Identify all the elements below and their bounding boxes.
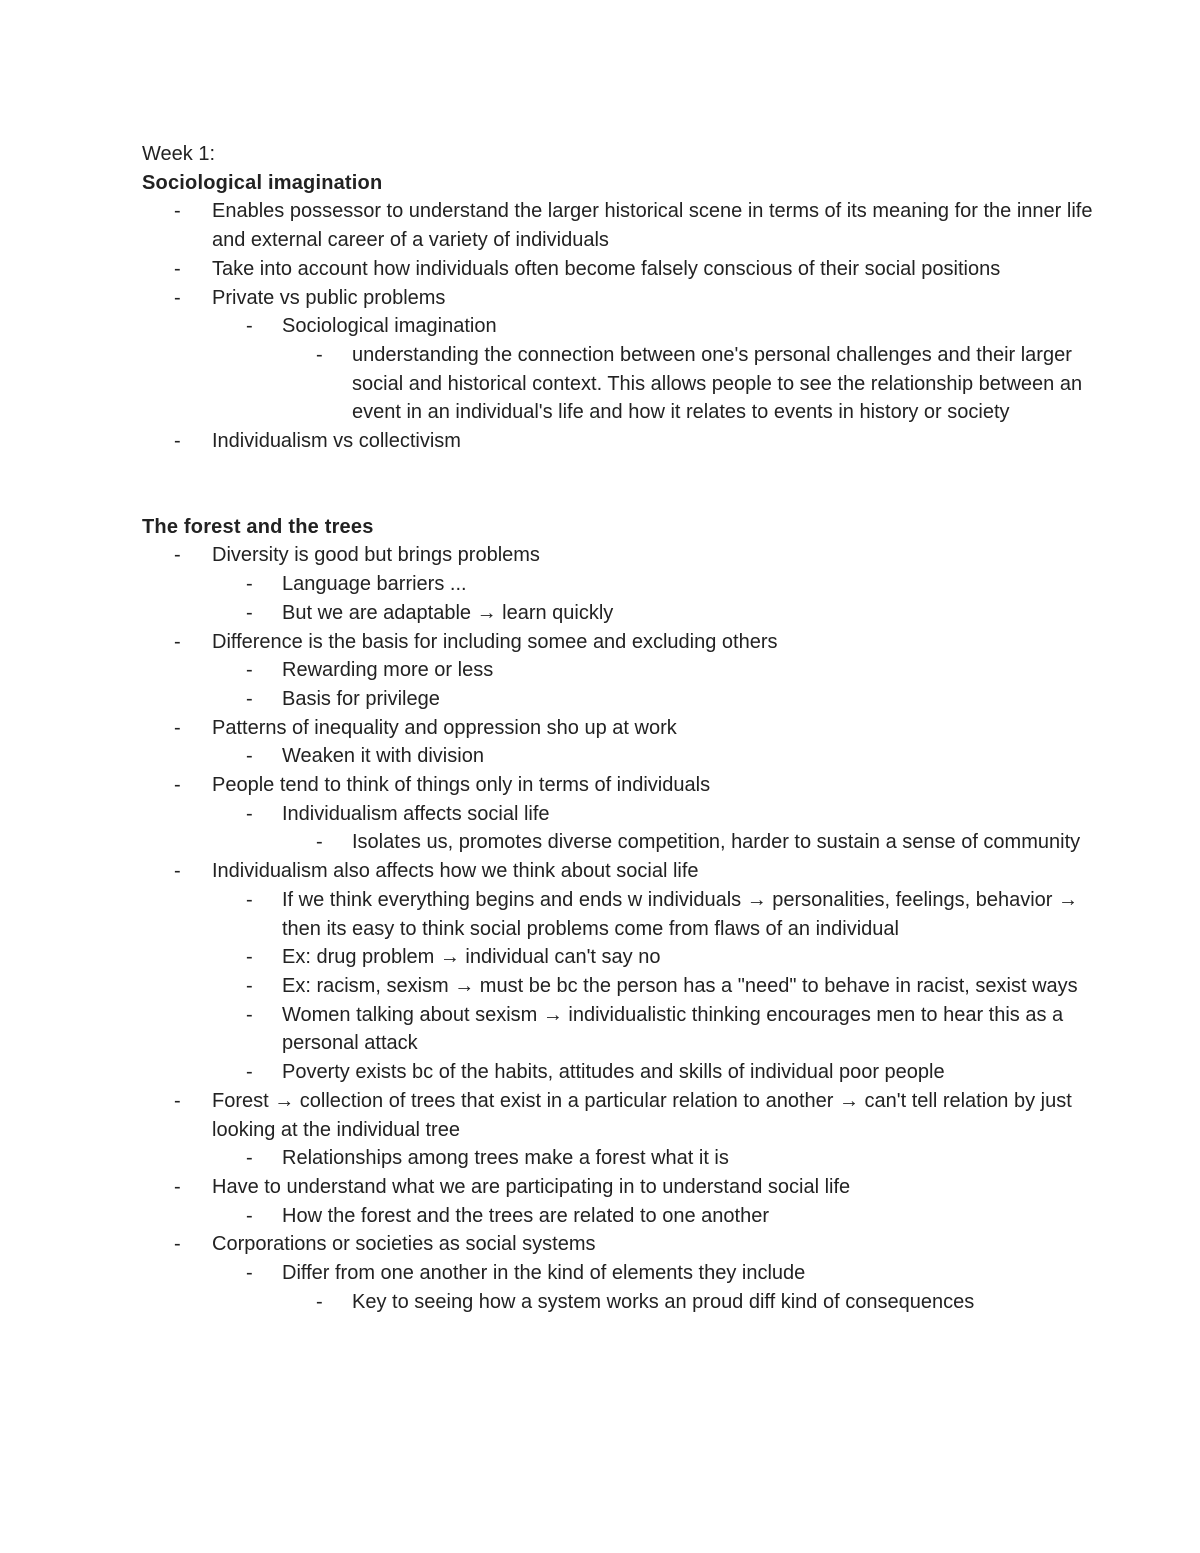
list-item-text: Poverty exists bc of the habits, attitudes and skills of individual poor people [282, 1061, 945, 1084]
bullet-list [142, 541, 1102, 1316]
list-item-text: Key to seeing how a system works an proud diff kind of consequences [352, 1290, 975, 1313]
list-item [142, 1230, 1102, 1259]
bullet-dash: - [246, 888, 253, 911]
list-item-text: Individualism affects social life [282, 802, 550, 825]
bullet-dash: - [174, 200, 181, 223]
list-item-text: Ex: racism, sexism → must be bc the person has a "need" to behave in racist, sexist ways [282, 974, 1078, 997]
list-item [142, 1001, 1102, 1058]
bullet-dash: - [246, 315, 253, 338]
list-item [142, 312, 1102, 341]
bullet-dash: - [174, 1089, 181, 1112]
list-item [142, 570, 1102, 599]
list-item-text: If we think everything begins and ends w individuals → personalities, feelings, behavior → then its easy to think social problems come from flaws of an individual [282, 888, 1078, 940]
list-item-text: But we are adaptable → learn quickly [282, 601, 614, 624]
list-item-text: Individualism also affects how we think about social life [212, 860, 699, 883]
bullet-dash: - [174, 716, 181, 739]
list-item-text: People tend to think of things only in terms of individuals [212, 774, 711, 797]
list-item [142, 541, 1102, 570]
list-item-text: understanding the connection between one's personal challenges and their larger social and historical context. This allows people to see the relationship between an event in an individual's life and how it relates to events in history or society [352, 343, 1083, 424]
list-item-text: Relationships among trees make a forest what it is [282, 1147, 729, 1170]
list-item-text: Enables possessor to understand the larger historical scene in terms of its meaning for the inner life and external career of a variety of individuals [212, 200, 1093, 252]
bullet-dash: - [246, 745, 253, 768]
list-item-text: Ex: drug problem → individual can't say no [282, 946, 661, 969]
week-label: Week 1: [142, 143, 215, 165]
list-item [142, 714, 1102, 743]
list-item [142, 656, 1102, 685]
document-body [142, 169, 1102, 1317]
list-item [142, 1173, 1102, 1202]
list-item-text: Difference is the basis for including somee and excluding others [212, 630, 778, 653]
bullet-dash: - [246, 1003, 253, 1026]
list-item [142, 972, 1102, 1001]
list-item-text: Individualism vs collectivism [212, 430, 461, 453]
bullet-dash: - [316, 831, 323, 854]
list-item-text: Forest → collection of trees that exist in a particular relation to another → can't tell relation by just looking at the individual tree [212, 1089, 1072, 1141]
bullet-dash: - [246, 601, 253, 624]
bullet-dash: - [174, 286, 181, 309]
bullet-dash: - [246, 1147, 253, 1170]
list-item-text: Diversity is good but brings problems [212, 544, 540, 567]
bullet-dash: - [174, 257, 181, 280]
bullet-dash: - [246, 1204, 253, 1227]
list-item-text: Corporations or societies as social systems [212, 1233, 596, 1256]
list-item [142, 1144, 1102, 1173]
section-heading: Sociological imagination [142, 171, 383, 194]
bullet-dash: - [246, 1262, 253, 1285]
list-item [142, 857, 1102, 886]
bullet-dash: - [246, 974, 253, 997]
list-item [142, 685, 1102, 714]
list-item [142, 742, 1102, 771]
list-item-text: Have to understand what we are participating in to understand social life [212, 1175, 851, 1198]
bullet-dash: - [316, 343, 323, 366]
list-item-text: Isolates us, promotes diverse competition, harder to sustain a sense of community [352, 831, 1081, 854]
list-item [142, 427, 1102, 456]
bullet-dash: - [174, 430, 181, 453]
bullet-dash: - [174, 1175, 181, 1198]
bullet-dash: - [246, 802, 253, 825]
list-item [142, 943, 1102, 972]
list-item-text: Language barriers ... [282, 573, 467, 596]
list-item [142, 1058, 1102, 1087]
list-item-text: Weaken it with division [282, 745, 484, 768]
document-page [142, 140, 1102, 1316]
list-item [142, 599, 1102, 628]
list-item [142, 828, 1102, 857]
list-item [142, 1202, 1102, 1231]
list-item-text: Patterns of inequality and oppression sho up at work [212, 716, 677, 739]
bullet-dash: - [246, 1061, 253, 1084]
list-item [142, 197, 1102, 254]
bullet-dash: - [246, 659, 253, 682]
list-item [142, 341, 1102, 427]
list-item [142, 1087, 1102, 1144]
list-item [142, 1288, 1102, 1317]
list-item-text: Women talking about sexism → individualistic thinking encourages men to hear this as a personal attack [282, 1003, 1064, 1055]
list-item-text: Differ from one another in the kind of elements they include [282, 1262, 806, 1285]
list-item-text: Rewarding more or less [282, 659, 494, 682]
list-item [142, 284, 1102, 313]
list-item [142, 800, 1102, 829]
bullet-dash: - [174, 544, 181, 567]
list-item-text: Sociological imagination [282, 315, 497, 338]
bullet-dash: - [174, 1233, 181, 1256]
section-spacer [142, 456, 1102, 513]
bullet-dash: - [246, 946, 253, 969]
bullet-dash: - [246, 573, 253, 596]
list-item [142, 1259, 1102, 1288]
list-item [142, 886, 1102, 943]
list-item [142, 255, 1102, 284]
list-item-text: Basis for privilege [282, 687, 440, 710]
bullet-list [142, 197, 1102, 455]
bullet-dash: - [174, 860, 181, 883]
list-item-text: Private vs public problems [212, 286, 446, 309]
list-item-text: Take into account how individuals often become falsely conscious of their social positions [212, 257, 1001, 280]
bullet-dash: - [316, 1290, 323, 1313]
bullet-dash: - [246, 687, 253, 710]
list-item [142, 771, 1102, 800]
list-item-text: How the forest and the trees are related to one another [282, 1204, 769, 1227]
section-heading: The forest and the trees [142, 515, 374, 538]
bullet-dash: - [174, 774, 181, 797]
list-item [142, 628, 1102, 657]
bullet-dash: - [174, 630, 181, 653]
